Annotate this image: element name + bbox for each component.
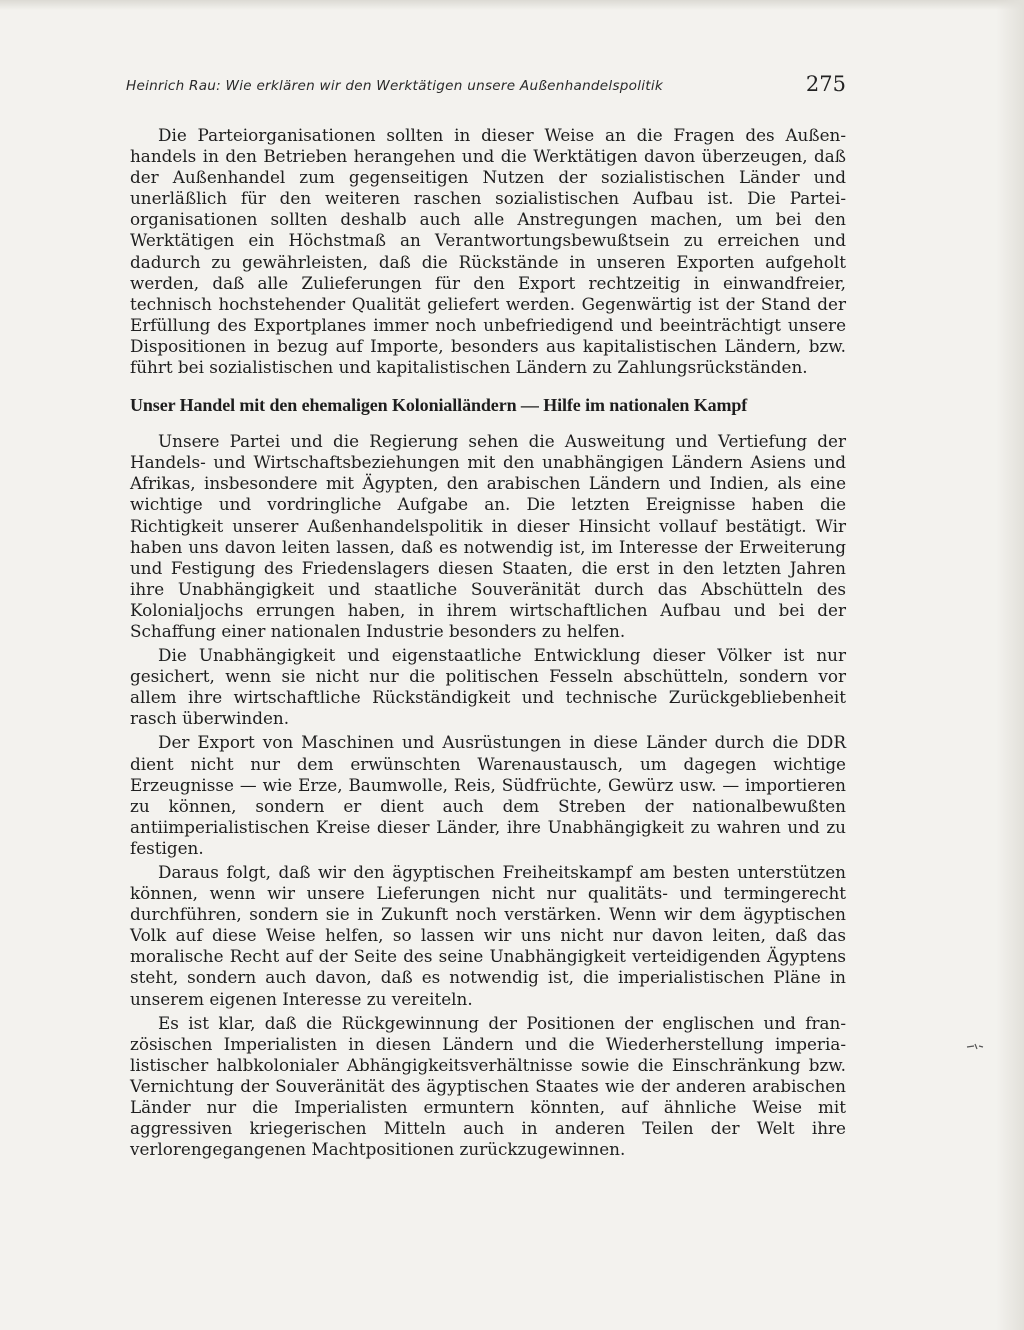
paragraph-egyptian-freedom: Daraus folgt, daß wir den ägyptischen Freiheitskampf am besten unterstützen können, wenn wir unsere Lieferungen nicht nur qualitäts- und termingerecht durchführen, sondern sie in Zukunft noch verstärken. Wenn wir dem ägyptischen Volk auf diese Weise helfen, so lassen wir uns nicht nur davon leiten, daß das moralische Recht auf der Seite des seine Unabhängigkeit verteidigenden Ägyptens steht, sondern auch davon, daß es notwendig ist, die imperialistischen Pläne in unserem eigenen Interesse zu vereiteln. xyxy=(130,862,846,1009)
section-heading: Unser Handel mit den ehemaligen Kolonialländern — Hilfe im nationalen Kampf xyxy=(130,395,748,416)
running-head xyxy=(126,72,846,102)
running-title: Heinrich Rau: Wie erklären wir den Werktätigen unsere Außenhandelspolitik xyxy=(126,78,664,94)
page-top-edge-shadow xyxy=(0,0,1024,10)
paragraph-party-organisations: Die Parteiorganisationen sollten in dieser Weise an die Fragen des Außenhandels in den Betrieben herangehen und die Werktätigen davon überzeugen, daß der Außenhandel zum gegenseitigen Nutzen der sozialistischen Länder und unerläßlich für den weiteren raschen sozialistischen Aufbau ist. Die Parteiorganisationen sollten deshalb auch alle Anstregungen machen, um bei den Werktätigen ein Höchstmaß an Verantwortungsbewußtsein zu erreichen und dadurch zu gewährleisten, daß die Rückstände in unseren Exporten aufgeholt werden, daß alle Zulieferungen für den Export rechtzeitig in einwandfreier, technisch hochstehender Qualität geliefert werden. Gegenwärtig ist der Stand der Erfüllung des Exportplanes immer noch unbefriedigend und beeinträchtigt unsere Dispositionen in bezug auf Importe, besonders aus kapitalistischen Ländern, bzw. führt bei sozialistischen und kapitalistischen Ländern zu Zahlungsrückständen. xyxy=(130,125,846,378)
paragraph-imperialist-positions: Es ist klar, daß die Rückgewinnung der Positionen der englischen und französischen Imperialisten in diesen Ländern und die Wiederherstellung imperialistischer halbkolonialer Abhängigkeitsverhältnisse sowie die Einschränkung bzw. Vernichtung der Souveränität des ägyptischen Staates wie der anderen arabischen Länder nur die Imperialisten ermuntern könnten, auf ähnliche Weise mit aggressiven kriegerischen Mitteln auch in anderen Teilen der Welt ihre verlorengegangenen Machtpositionen zurückzugewinnen. xyxy=(130,1012,846,1160)
paragraph-independence: Die Unabhängigkeit und eigenstaatliche Entwicklung dieser Völker ist nur gesichert, wenn sie nicht nur die politischen Fesseln abschütteln, sondern vor allem ihre wirtschaftliche Rückständigkeit und technische Zurückgebliebenheit rasch überwinden. xyxy=(130,645,846,729)
page-right-edge-shadow xyxy=(996,0,1024,1330)
page-body xyxy=(130,125,846,1160)
paragraph-export-machinery: Der Export von Maschinen und Ausrüstungen in diese Länder durch die DDR dient nicht nur dem erwünschten Warenaustausch, um dagegen wichtige Erzeugnisse — wie Erze, Baumwolle, Reis, Südfrüchte, Gewürz usw. — importieren zu können, sondern er dient auch dem Streben der nationalbewußten antiimperialistischen Kreise dieser Länder, ihre Unabhängigkeit zu wahren und zu festigen. xyxy=(130,732,846,858)
margin-ink-mark xyxy=(966,1040,984,1054)
page-number: 275 xyxy=(805,72,846,96)
paragraph-trade-expansion: Unsere Partei und die Regierung sehen die Ausweitung und Vertiefung der Handels- und Wirtschaftsbeziehungen mit den unabhängigen Ländern Asiens und Afrikas, insbesondere mit Ägypten, den arabischen Ländern und Indien, als eine wichtige und vordringliche Aufgabe an. Die letzten Ereignisse haben die Richtigkeit unserer Außenhandelspolitik in dieser Hinsicht vollauf bestätigt. Wir haben uns davon leiten lassen, daß es notwendig ist, im Interesse der Erweiterung und Festigung des Friedenslagers diesen Staaten, die erst in den letzten Jahren ihre Unabhängigkeit und staatliche Souveränität durch das Abschütteln des Kolonialjochs errungen haben, in ihrem wirtschaftlichen Aufbau und bei der Schaffung einer nationalen Industrie besonders zu helfen. xyxy=(130,431,846,641)
